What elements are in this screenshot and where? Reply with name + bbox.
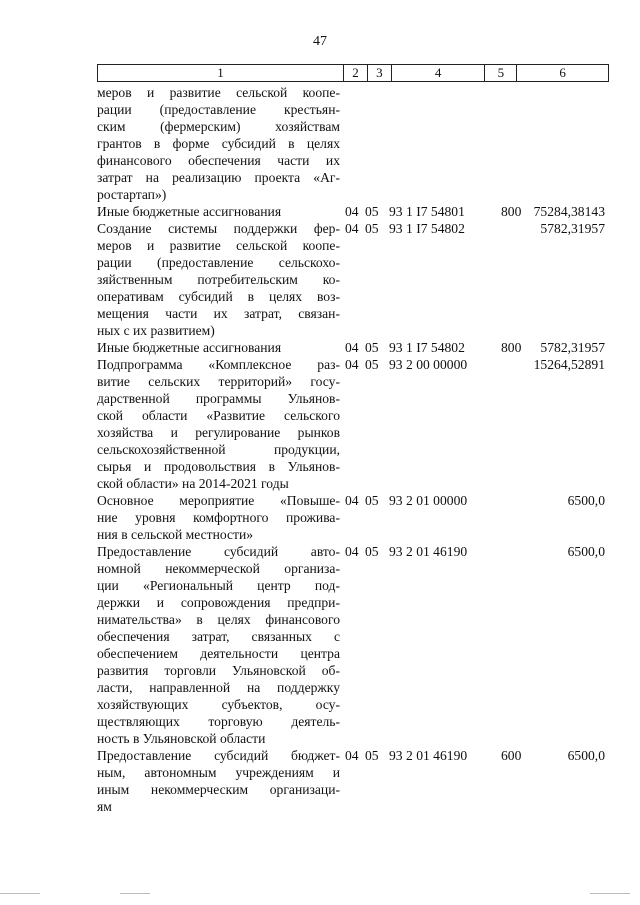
description-line: ществляющих торговую деятель-: [97, 714, 340, 729]
description-line: ласти, направленной на поддержку: [97, 680, 340, 695]
description-line: номной некоммерческой организа-: [97, 561, 340, 576]
section-code: 04: [345, 221, 359, 236]
section-code: 04: [345, 544, 359, 559]
description-line: мещения части их затрат, связан-: [97, 306, 340, 321]
page-number: 47: [313, 34, 327, 49]
description-line: меров и развитие сельской коопе-: [97, 85, 340, 100]
target-article-code: 93 2 00 00000: [389, 357, 468, 372]
table-row: [97, 356, 617, 492]
amount-value: 5782,31957: [540, 221, 605, 236]
subsection-code: 05: [365, 357, 379, 372]
description-line: Создание системы поддержки фер-: [97, 221, 340, 236]
scan-artifact: [120, 893, 150, 894]
description-line: Иные бюджетные ассигнования: [97, 340, 282, 355]
description-line: Основное мероприятие «Повыше-: [97, 493, 340, 508]
subsection-code: 05: [365, 544, 379, 559]
description-line: Иные бюджетные ассигнования: [97, 204, 282, 219]
description-line: ским (фермерским) хозяйствам: [97, 119, 340, 134]
subsection-code: 05: [365, 221, 379, 236]
subsection-code: 05: [365, 748, 379, 763]
row-description: [97, 220, 340, 339]
description-line: хозяйства и регулирование рынков: [97, 425, 340, 440]
section-code: 04: [345, 493, 359, 508]
description-line: оперативам субсидий в целях воз-: [97, 289, 340, 304]
description-line: сельскохозяйственной продукции,: [97, 442, 340, 457]
description-line: витие сельских территорий» госу-: [97, 374, 340, 389]
row-description: [97, 543, 340, 747]
row-description: [97, 339, 340, 356]
description-line: развития торговли Ульяновской об-: [97, 663, 340, 678]
table-row: [97, 339, 617, 356]
description-line: Предоставление субсидий бюджет-: [97, 748, 340, 763]
column-header-4: 4: [392, 65, 486, 81]
target-article-code: 93 2 01 00000: [389, 493, 468, 508]
section-code: 04: [345, 204, 359, 219]
table-body: [97, 84, 617, 815]
description-line: ской области «Развитие сельского: [97, 408, 340, 423]
expense-type-code: 800: [501, 204, 522, 219]
description-line: дарственной программы Ульянов-: [97, 391, 340, 406]
description-line: Предоставление субсидий авто-: [97, 544, 340, 559]
target-article-code: 93 1 I7 54801: [389, 204, 465, 219]
expense-type-code: 600: [501, 748, 522, 763]
description-line: держки и сопровождения предпри-: [97, 595, 340, 610]
scan-artifact: [0, 893, 40, 894]
description-line: ния в сельской местности»: [97, 527, 254, 542]
description-line: ской области» на 2014-2021 годы: [97, 476, 289, 491]
target-article-code: 93 1 I7 54802: [389, 340, 465, 355]
column-header-6: 6: [559, 65, 566, 80]
description-line: рации (предоставление сельскохо-: [97, 255, 340, 270]
description-line: рации (предоставление крестьян-: [97, 102, 340, 117]
column-header-1: 1: [98, 65, 344, 81]
column-header-2: 2: [344, 65, 368, 81]
target-article-code: 93 1 I7 54802: [389, 221, 465, 236]
section-code: 04: [345, 748, 359, 763]
expense-type-code: 800: [501, 340, 522, 355]
description-line: ростартап»): [97, 187, 167, 202]
description-line: ции «Региональный центр под-: [97, 578, 340, 593]
description-line: финансового обеспечения части их: [97, 153, 340, 168]
target-article-code: 93 2 01 46190: [389, 544, 468, 559]
table-row: [97, 543, 617, 747]
table-header-row: [97, 64, 609, 82]
description-line: затрат на реализацию проекта «Аг-: [97, 170, 340, 185]
subsection-code: 05: [365, 340, 379, 355]
row-description: [97, 747, 340, 815]
subsection-code: 05: [365, 204, 379, 219]
description-line: нимательства» в целях финансового: [97, 612, 340, 627]
description-line: Подпрограмма «Комплексное раз-: [97, 357, 340, 372]
description-line: хозяйствующих субъектов, осу-: [97, 697, 340, 712]
description-line: грантов в форме субсидий в целях: [97, 136, 340, 151]
description-line: зяйственным потребительским ко-: [97, 272, 340, 287]
table-row: [97, 492, 617, 543]
subsection-code: 05: [365, 493, 379, 508]
description-line: обеспечением деятельности центра: [97, 646, 340, 661]
description-line: ность в Ульяновской области: [97, 731, 266, 746]
table-row: [97, 203, 617, 220]
amount-value: 6500,0: [567, 544, 605, 559]
column-header-3: 3: [368, 65, 392, 81]
scan-artifact: [590, 893, 630, 894]
row-description: [97, 356, 340, 492]
description-line: ние уровня комфортного прожива-: [97, 510, 340, 525]
table-row: [97, 84, 617, 203]
description-line: сырья и продовольствия в Ульянов-: [97, 459, 340, 474]
description-line: ным, автономным учреждениям и: [97, 765, 340, 780]
amount-value: 6500,0: [567, 748, 605, 763]
amount-value: 5782,31957: [540, 340, 605, 355]
description-line: иным некоммерческим организаци-: [97, 782, 340, 797]
description-line: меров и развитие сельской коопе-: [97, 238, 340, 253]
amount-value: 75284,38143: [533, 204, 605, 219]
table-row: [97, 220, 617, 339]
row-description: [97, 492, 340, 543]
description-line: обеспечения затрат, связанных с: [97, 629, 340, 644]
amount-value: 15264,52891: [533, 357, 605, 372]
description-line: ям: [97, 799, 112, 814]
section-code: 04: [345, 357, 359, 372]
column-header-5: 5: [485, 65, 517, 81]
row-description: [97, 84, 340, 203]
description-line: ных с их развитием): [97, 323, 215, 338]
row-description: [97, 203, 340, 220]
amount-value: 6500,0: [567, 493, 605, 508]
section-code: 04: [345, 340, 359, 355]
table-row: [97, 747, 617, 815]
target-article-code: 93 2 01 46190: [389, 748, 468, 763]
